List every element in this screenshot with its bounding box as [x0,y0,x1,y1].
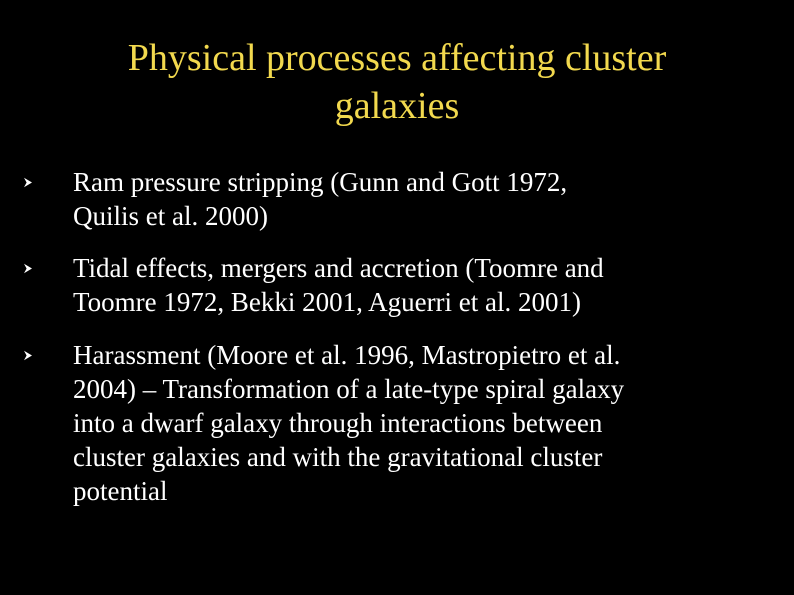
bullet-text-line: Ram pressure stripping (Gunn and Gott 1972, [73,167,568,197]
slide-title-line: galaxies [334,85,460,127]
arrowhead-bullet-icon [23,177,33,188]
bullet-text-line: Toomre 1972, Bekki 2001, Aguerri et al. 2001) [73,287,582,317]
bullet-item-tidal-effects [73,251,753,319]
bullet-text-line: 2004) – Transformation of a late-type spiral galaxy [73,374,625,404]
bullet-text-line: cluster galaxies and with the gravitational cluster [73,442,603,472]
bullet-text-line: potential [73,476,168,506]
slide-title-line: Physical processes affecting cluster [127,37,667,79]
arrowhead-bullet-icon [23,350,33,361]
bullet-text-line: Tidal effects, mergers and accretion (Toomre and [73,253,604,283]
bullet-text-line: into a dwarf galaxy through interactions between [73,408,603,438]
bullet-text-line: Quilis et al. 2000) [73,201,268,231]
bullet-text-line: Harassment (Moore et al. 1996, Mastropietro et al. [73,340,621,370]
bullet-item-harassment [73,338,753,508]
arrowhead-bullet-icon [23,263,33,274]
bullet-item-ram-pressure [73,165,753,233]
